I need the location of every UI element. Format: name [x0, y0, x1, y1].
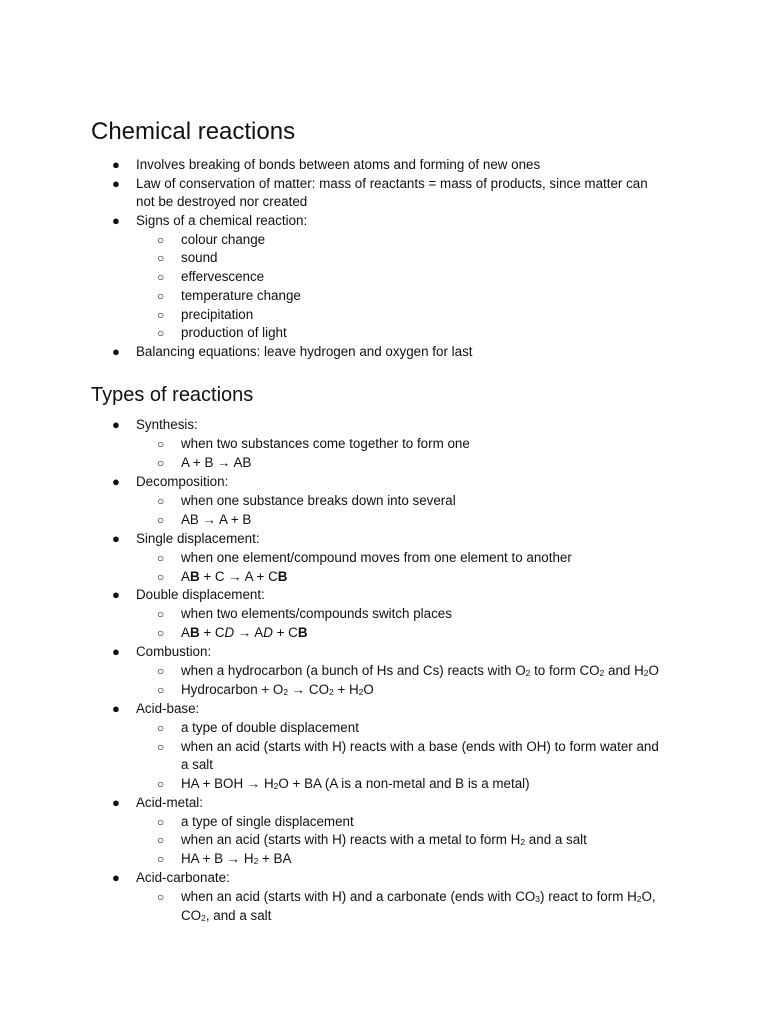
bullet-circle-icon: ○: [157, 289, 165, 303]
bullet-circle-icon: ○: [157, 233, 165, 247]
bullet-disc-icon: ●: [112, 176, 120, 191]
bullet-circle-icon: ○: [157, 626, 165, 640]
document-page: Chemical reactions ● Involves breaking of bonds between atoms and forming of new ones ● Law of conservation of matter: mass of reactants = mass of products, since matter can not be destroyed nor created ● Signs of a chemical reaction: ○ colour change ○ sound ○ effervescence ○ temperature change ○ precipitation ○ production of light ● Balancing equations: leave hydrogen and oxygen for last Types of reactions ● Synthesis: ○ when two substances come together to form one ○ A + B → AB ● Decomposition: ○ when one substance breaks down into several ○ AB → A + B ● Single displacement: ○ when one element/compound moves from one element to another ○ AB + C → A + CB ● Double displacement: ○ when two elements/compounds switch places ○ AB + CD → AD + CB ● Combustion: ○ when a hydrocarbon (a bunch of Hs and Cs) reacts with $O_2$ to form $CO_2$ and $H_2O$ ○ Hydrocarbon + $O_2 \to CO_2 + H_2O$ ● Acid-base: ○ a type of double displacement ○ when an acid (starts with H) reacts with a base (ends with OH) to form water and a salt ○ HA + BOH → $H_2O$ + BA (A is a non-metal and B is a metal) ● Acid-metal: ○ a type of single displacement ○ when an acid (starts with H) reacts with a metal to form $H_2$ and a salt ○ HA + $B \to H_2$ + BA ● Acid-carbonate: ○ when an acid (starts with H) and a carbonate (ends with $CO_3$) react to form $H_2O$, $CO_2$, and a salt: [91, 118, 659, 923]
bullet-disc-icon: ●: [112, 344, 120, 359]
bullet-disc-icon: ●: [112, 795, 120, 810]
bullet-disc-icon: ●: [112, 587, 120, 602]
bullet-disc-icon: ●: [112, 417, 120, 432]
bullet-circle-icon: ○: [157, 437, 165, 451]
bullet-disc-icon: ●: [112, 531, 120, 546]
bullet-disc-icon: ●: [112, 474, 120, 489]
section-heading-types-of-reactions: Types of reactions: [91, 384, 254, 406]
bullet-disc-icon: ●: [112, 701, 120, 716]
bullet-circle-icon: ○: [157, 607, 165, 621]
bullet-circle-icon: ○: [157, 852, 165, 866]
bullet-circle-icon: ○: [157, 570, 165, 584]
equation: HA + $B \to H_2$ + BA: [181, 851, 292, 866]
bullet-circle-icon: ○: [157, 513, 165, 527]
bullet-circle-icon: ○: [157, 456, 165, 470]
bullet-circle-icon: ○: [157, 664, 165, 678]
bullet-circle-icon: ○: [157, 270, 165, 284]
bullet-circle-icon: ○: [157, 326, 165, 340]
section-heading-chemical-reactions: Chemical reactions: [91, 118, 296, 145]
bullet-circle-icon: ○: [157, 777, 165, 791]
bullet-circle-icon: ○: [157, 494, 165, 508]
bullet-disc-icon: ●: [112, 157, 120, 172]
bullet-circle-icon: ○: [157, 551, 165, 565]
bullet-circle-icon: ○: [157, 721, 165, 735]
equation: AB + CD → AD + CB: [181, 625, 308, 640]
equation: Hydrocarbon + $O_2 \to CO_2 + H_2O$: [181, 682, 374, 697]
bullet-circle-icon: ○: [157, 251, 165, 265]
equation: HA + BOH → $H_2O$ + BA (A is a non-metal and B is a metal): [181, 776, 530, 791]
bullet-disc-icon: ●: [112, 644, 120, 659]
bullet-circle-icon: ○: [157, 740, 165, 754]
bullet-circle-icon: ○: [157, 833, 165, 847]
equation: AB + C → A + CB: [181, 569, 288, 584]
bullet-circle-icon: ○: [157, 308, 165, 322]
bullet-circle-icon: ○: [157, 890, 165, 904]
bullet-circle-icon: ○: [157, 683, 165, 697]
bullet-circle-icon: ○: [157, 815, 165, 829]
bullet-disc-icon: ●: [112, 870, 120, 885]
bullet-disc-icon: ●: [112, 213, 120, 228]
